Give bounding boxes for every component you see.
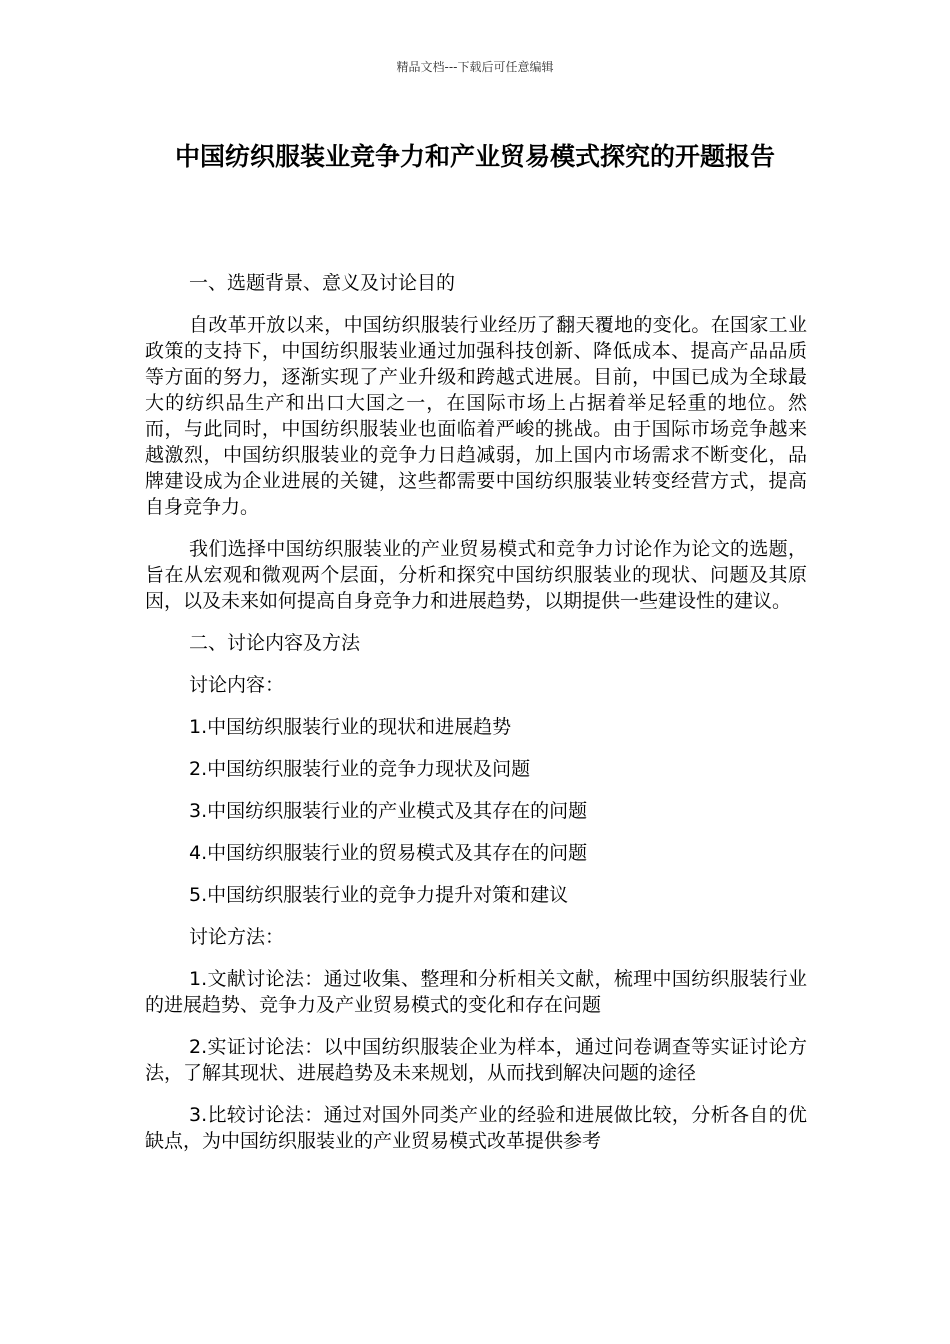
method-item: 2.实证讨论法：以中国纺织服装企业为样本，通过问卷调查等实证讨论方法，了解其现状、进展趋势及未来规划，从而找到解决问题的途径 [145, 1036, 807, 1084]
method-label: 讨论方法： [189, 926, 285, 948]
content-item: 1.中国纺织服装行业的现状和进展趋势 [189, 716, 512, 738]
document-title: 中国纺织服装业竞争力和产业贸易模式探究的开题报告 [174, 142, 775, 171]
content-label: 讨论内容： [189, 674, 285, 696]
section-1-paragraph-2: 我们选择中国纺织服装业的产业贸易模式和竞争力讨论作为论文的选题，旨在从宏观和微观两个层面，分析和探究中国纺织服装业的现状、问题及其原因，以及未来如何提高自身竞争力和进展趋势，以期提供一些建设性的建议。 [145, 538, 807, 612]
method-item: 1.文献讨论法：通过收集、整理和分析相关文献，梳理中国纺织服装行业的进展趋势、竞争力及产业贸易模式的变化和存在问题 [145, 968, 807, 1016]
section-2-heading: 二、讨论内容及方法 [189, 632, 361, 654]
section-1-heading: 一、选题背景、意义及讨论目的 [189, 272, 456, 294]
document-body [145, 270, 807, 1170]
content-item: 2.中国纺织服装行业的竞争力现状及问题 [189, 758, 531, 780]
header-note: 精品文档---下载后可任意编辑 [396, 60, 554, 74]
content-item: 5.中国纺织服装行业的竞争力提升对策和建议 [189, 884, 569, 906]
section-1-paragraph-1: 自改革开放以来，中国纺织服装行业经历了翻天覆地的变化。在国家工业政策的支持下，中国纺织服装业通过加强科技创新、降低成本、提高产品品质等方面的努力，逐渐实现了产业升级和跨越式进展。目前，中国已成为全球最大的纺织品生产和出口大国之一，在国际市场上占据着举足轻重的地位。然而，与此同时，中国纺织服装业也面临着严峻的挑战。由于国际市场竞争越来越激烈，中国纺织服装业的竞争力日趋减弱，加上国内市场需求不断变化，品牌建设成为企业进展的关键，这些都需要中国纺织服装业转变经营方式，提高自身竞争力。 [145, 314, 807, 518]
method-item: 3.比较讨论法：通过对国外同类产业的经验和进展做比较，分析各自的优缺点，为中国纺织服装业的产业贸易模式改革提供参考 [145, 1104, 807, 1152]
content-item: 4.中国纺织服装行业的贸易模式及其存在的问题 [189, 842, 588, 864]
content-item: 3.中国纺织服装行业的产业模式及其存在的问题 [189, 800, 588, 822]
